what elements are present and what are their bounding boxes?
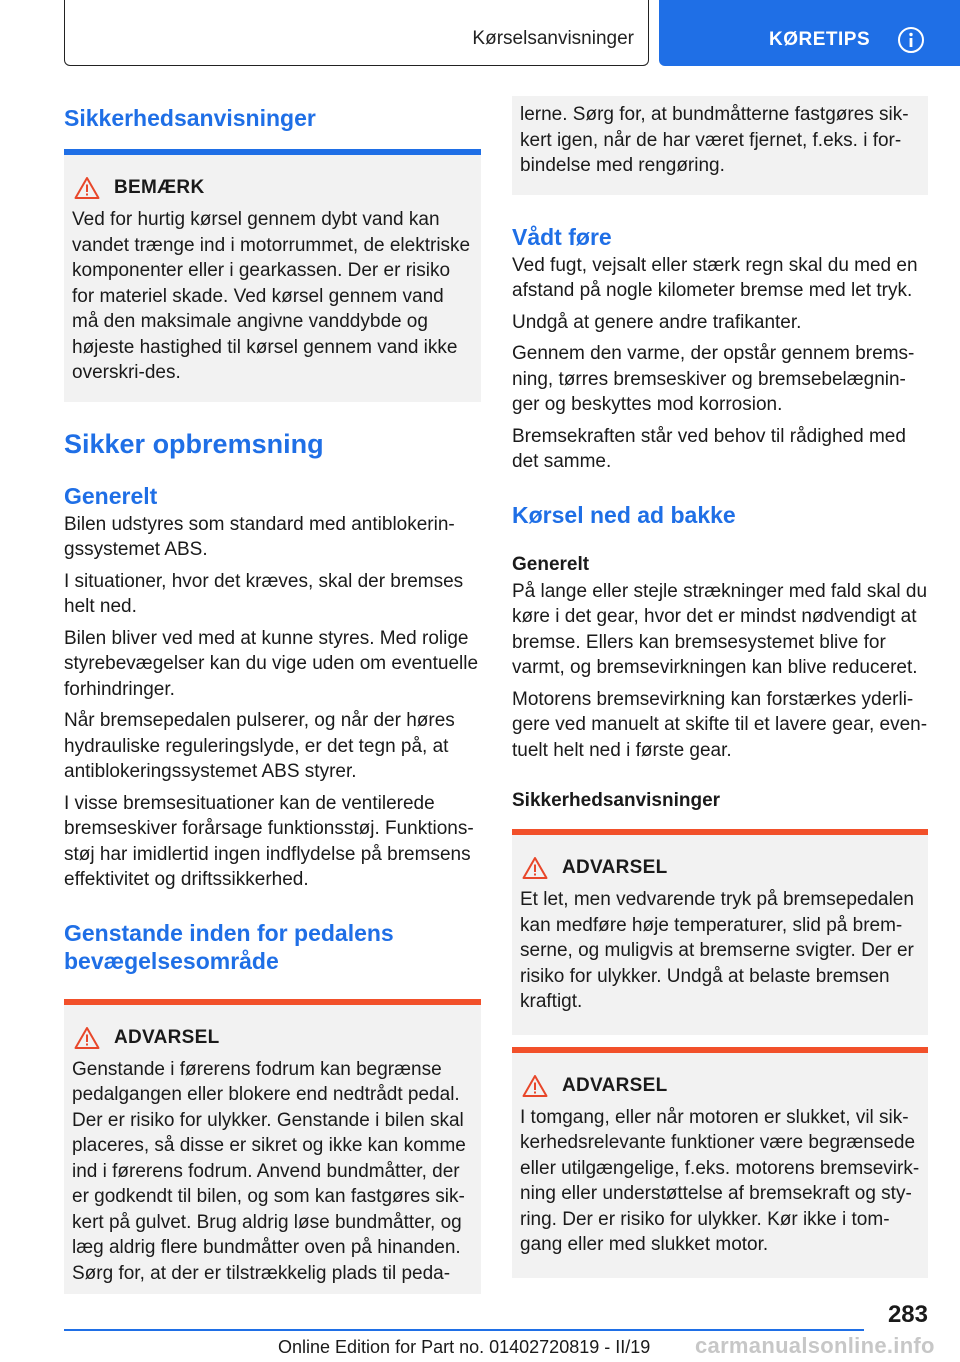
warning-triangle-icon bbox=[74, 176, 100, 200]
downhill-heading: Kørsel ned ad bakke bbox=[512, 501, 736, 528]
note-box bbox=[64, 155, 481, 402]
wet-heading: Vådt føre bbox=[512, 223, 612, 250]
warning-triangle-icon bbox=[74, 1026, 100, 1050]
warning-box-1 bbox=[512, 835, 928, 1035]
paragraph-steering: Bilen bliver ved med at kunne styres. Med rolige styrebevægelser kan du vige uden om eventuelle forhindringer. bbox=[64, 627, 479, 700]
wet-paragraph: Ved fugt, vejsalt eller stærk regn skal du med en afstand på nogle kilometer bremse med let tryk. bbox=[512, 254, 918, 301]
general-heading: Generelt bbox=[64, 482, 158, 509]
wet-paragraph: Undgå at genere andre trafikanter. bbox=[512, 311, 802, 333]
wet-paragraph: Gennem den varme, der opstår gennem brems-ning, tørres bremseskiver og bremsebelægnin-ger og beskyttes mod korrosion. bbox=[512, 343, 915, 415]
paragraph-full-brake: I situationer, hvor det kræves, skal der bremses helt ned. bbox=[64, 570, 464, 617]
downhill-paragraph: Motorens bremsevirkning kan forstærkes yderli-gere ved manuelt at skifte til et lavere gear, even-tuelt helt ned i første gear. bbox=[512, 688, 928, 761]
page-number: 283 bbox=[887, 1301, 928, 1328]
watermark: carmanualsonline.info bbox=[695, 1333, 935, 1358]
note-text: Ved for hurtig kørsel gennem dybt vand kan vandet trænge ind i motorrummet, de elektriske komponenter eller i gearkassen. Der er risiko for materiel skade. Ved kørsel gennem vand må den maksimale angivne vanddybde og højeste hastighed til kørsel gennem vand ikke overskri-des. bbox=[72, 209, 471, 383]
warning-box-2 bbox=[512, 1053, 928, 1278]
warning-box bbox=[64, 1005, 481, 1295]
footer-divider bbox=[64, 1329, 864, 1331]
downhill-general-heading: Generelt bbox=[512, 553, 590, 575]
warning-text: I tomgang, eller når motoren er slukket, vil sik-kerhedsrelevante funktioner være begrænsede eller utilgængelige, f.eks. motorens bremsevirk-ning eller understøttelse af bremsekraft og sty-ring. Der er risiko for ulykker. Kør ikke i tom-gang eller med slukket motor. bbox=[520, 1106, 920, 1255]
paragraph-noise: I visse bremsesituationer kan de ventilerede bremseskiver forårsage funktionsstøj. Funktions-støj har imidlertid ingen indflydelse på bremsens effektivitet og driftssikkerhed. bbox=[64, 792, 474, 890]
downhill-paragraph: På lange eller stejle strækninger med fald skal du køre i det gear, hvor det er mindst nødvendigt at bremse. Ellers kan bremsesystemet blive for varmt, og bremsevirkningen kan blive reduceret. bbox=[512, 580, 928, 678]
warning-continued-text: lerne. Sørg for, at bundmåtterne fastgøres sik-kert igen, når de har været fjernet, f.eks. i for-bindelse med rengøring. bbox=[520, 104, 909, 176]
left-column bbox=[64, 96, 481, 1294]
info-icon bbox=[897, 26, 925, 54]
header-chapter-title: KØRETIPS bbox=[769, 29, 871, 50]
header-chapter-tab bbox=[659, 0, 960, 66]
header-section-title: Kørselsanvisninger bbox=[472, 28, 634, 49]
warning-label: ADVARSEL bbox=[562, 857, 668, 878]
paragraph-abs: Bilen udstyres som standard med antiblokerin-gssystemet ABS. bbox=[64, 513, 455, 560]
downhill-safety-heading: Sikkerhedsanvisninger bbox=[512, 790, 721, 811]
warning-text: Genstande i førerens fodrum kan begrænse pedalgangen eller blokere end nedtrådt pedal. Der er risiko for ulykker. Genstande i bilen skal placeres, så disse er sikret og ikke kan komme ind i førerens fodrum. Anvend bundmåtter, der er godkendt til bilen, og som kan fastgøres sik-kert på gulvet. Brug aldrig løse bundmåtter, og læg aldrig flere bundmåtter oven på hinanden. Sørg for, at der er tilstrækkelig plads til peda- bbox=[72, 1058, 466, 1284]
warning-label: ADVARSEL bbox=[562, 1074, 668, 1096]
warning-triangle-icon bbox=[522, 856, 548, 880]
note-label: BEMÆRK bbox=[114, 177, 205, 198]
paragraph-pedal-pulse: Når bremsepedalen pulserer, og når der høres hydrauliske reguleringslyde, er det tegn på, at antiblokeringssystemet ABS styrer. bbox=[64, 710, 455, 782]
warning-triangle-icon bbox=[522, 1074, 548, 1098]
header-section-tab bbox=[64, 0, 649, 66]
right-column bbox=[512, 96, 928, 1278]
warning-label: ADVARSEL bbox=[114, 1026, 220, 1048]
braking-heading: Sikker opbremsning bbox=[64, 428, 324, 459]
warning-continued-box bbox=[512, 96, 928, 195]
warning-text: Et let, men vedvarende tryk på bremsepedalen kan medføre høje temperaturer, slid på brem-serne, og muligvis at bremserne svigter. Der er risiko for ulykker. Undgå at belaste bremsen kraftigt. bbox=[520, 889, 914, 1012]
footer-edition: Online Edition for Part no. 01402720819 - II/19 bbox=[278, 1337, 651, 1357]
objects-heading: Genstande inden for pedalens bevægelsesområde bbox=[64, 919, 394, 974]
wet-paragraph: Bremsekraften står ved behov til rådighed med det samme. bbox=[512, 425, 906, 472]
safety-heading: Sikkerhedsanvisninger bbox=[64, 105, 316, 131]
